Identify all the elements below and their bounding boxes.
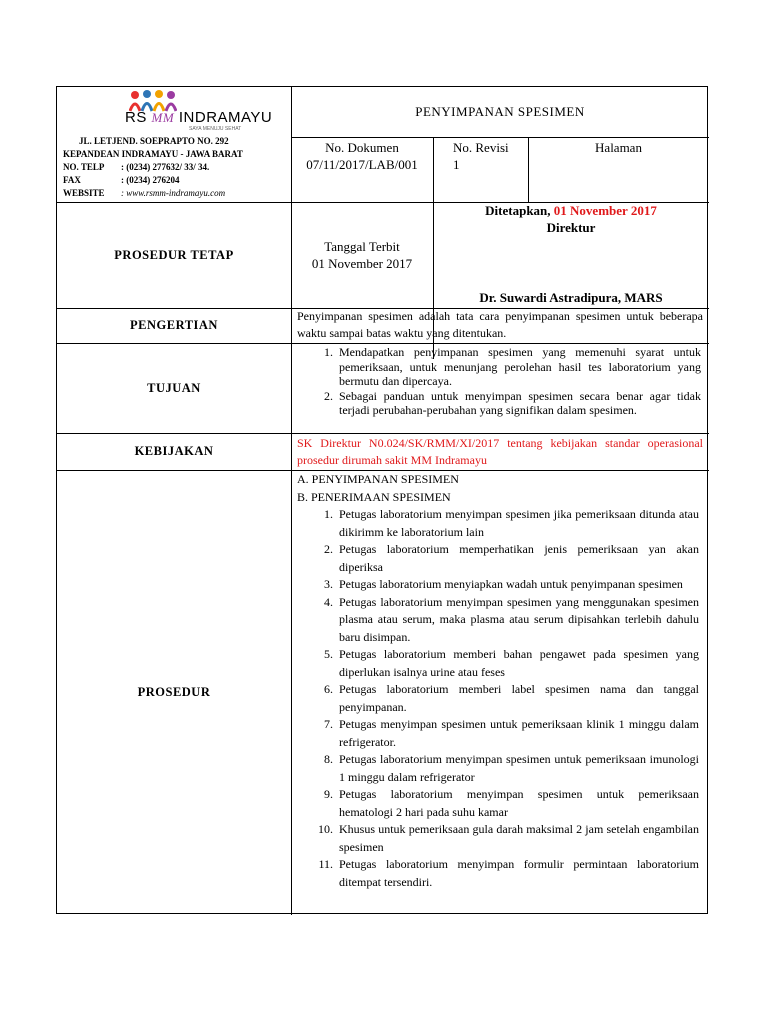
address-line-1: JL. LETJEND. SOEPRAPTO NO. 292 (79, 136, 229, 146)
tujuan-item: 2. Sebagai panduan untuk menyimpan spesimen secara benar agar tidak terjadi perubahan-perubahan yang signifikan dalam spesimen. (324, 388, 701, 417)
revision-label: No. Revisi (453, 140, 509, 155)
prosedur-item: 10. Khusus untuk pemeriksaan gula darah maksimal 2 jam setelah engambilan spesimen (318, 822, 699, 854)
tujuan-item: 1. Mendapatkan penyimpanan spesimen yang memenuhi syarat untuk pemeriksaan, untuk menunjang perolehan hasil tes laboratorium yang bermutu dan dipercaya. (324, 345, 701, 388)
sop-document (56, 86, 708, 914)
page-cell (528, 137, 709, 202)
prosedur-item: 1. Petugas laboratorium menyimpan spesimen jika pemeriksaan ditunda atau dikirimm ke laboratorium lain (324, 507, 699, 539)
fax-label: FAX (63, 175, 81, 185)
fax-value: : (0234) 276204 (121, 175, 180, 185)
website-label: WEBSITE (63, 188, 105, 198)
doc-number-value: 07/11/2017/LAB/001 (306, 157, 418, 172)
prosedur-item: 11. Petugas laboratorium menyimpan formulir permintaan laboratorium ditempat tersendiri. (318, 857, 699, 889)
approval-label: Ditetapkan, (485, 203, 551, 218)
issue-date-label: Tanggal Terbit (324, 239, 400, 254)
doc-number-cell (291, 137, 433, 202)
director-name: Dr. Suwardi Astradipura, MARS (479, 290, 663, 305)
section-b-heading: B. PENERIMAAN SPESIMEN (297, 489, 451, 504)
tujuan-list (311, 345, 701, 418)
kebijakan-text: SK Direktur N0.024/SK/RMM/XI/2017 tentang kebijakan standar operasional prosedur dirumah sakit MM Indramayu (297, 436, 703, 467)
prosedur-item: 2. Petugas laboratorium memperhatikan jenis pemeriksaan yan akan diperiksa (324, 542, 699, 574)
approval-cell (433, 202, 709, 308)
prosedur-item: 3. Petugas laboratorium menyiapkan wadah untuk penyimpanan spesimen (324, 577, 683, 591)
pengertian-label: PENGERTIAN (130, 318, 218, 332)
prosedur-content (297, 471, 703, 891)
website-value: : www.rsmm-indramayu.com (121, 188, 226, 198)
prosedur-item: 8. Petugas laboratorium menyimpan spesimen untuk pemeriksaan imunologi 1 minggu dalam refrigerator (324, 752, 699, 784)
prosedur-item: 7. Petugas menyimpan spesimen untuk pemeriksaan klinik 1 minggu dalam refrigerator. (324, 717, 699, 749)
issue-date-value: 01 November 2017 (311, 256, 413, 271)
doc-number-label: No. Dokumen (325, 140, 399, 155)
logo-tagline: SAYA MENUJU SEHAT (189, 126, 242, 132)
pengertian-text: Penyimpanan spesimen adalah tata cara penyimpanan spesimen untuk beberapa waktu sampai batas waktu yang ditentukan. (297, 309, 703, 340)
approval-date: 01 November 2017 (550, 203, 657, 218)
prosedur-label: PROSEDUR (137, 685, 211, 699)
section-a-heading: A. PENYIMPANAN SPESIMEN (297, 472, 459, 486)
document-title: PENYIMPANAN SPESIMEN (415, 104, 585, 119)
prosedur-item: 5. Petugas laboratorium memberi bahan pengawet pada spesimen yang diperlukan isalnya urine atau feses (324, 647, 699, 679)
prosedur-item: 4. Petugas laboratorium menyimpan spesimen yang menggunakan spesimen plasma atau serum, maka plasma atau serum dipisahkan terlebih dahulu baru disimpan. (324, 594, 699, 644)
telp-label: NO. TELP (63, 162, 105, 172)
page-label: Halaman (595, 140, 642, 155)
telp-value: : (0234) 277632/ 33/ 34. (121, 162, 210, 172)
logo-wordmark: RS MM INDRAMAYU (125, 109, 273, 126)
director-title: Direktur (546, 220, 596, 235)
revision-cell (433, 137, 528, 202)
kebijakan-label: KEBIJAKAN (134, 444, 214, 458)
issue-date-cell (291, 202, 433, 308)
protap-label: PROSEDUR TETAP (114, 247, 234, 262)
hospital-address (63, 135, 243, 200)
hospital-header (57, 87, 291, 202)
revision-value: 1 (453, 157, 460, 172)
prosedur-item: 9. Petugas laboratorium menyimpan spesimen untuk pemeriksaan hematologi 2 hari pada suhu kamar (324, 787, 699, 819)
prosedur-item: 6. Petugas laboratorium memberi label spesimen nama dan tanggal penyimpanan. (324, 682, 699, 714)
address-line-2: KEPANDEAN INDRAMAYU - JAWA BARAT (63, 149, 243, 159)
tujuan-label: TUJUAN (147, 380, 201, 395)
